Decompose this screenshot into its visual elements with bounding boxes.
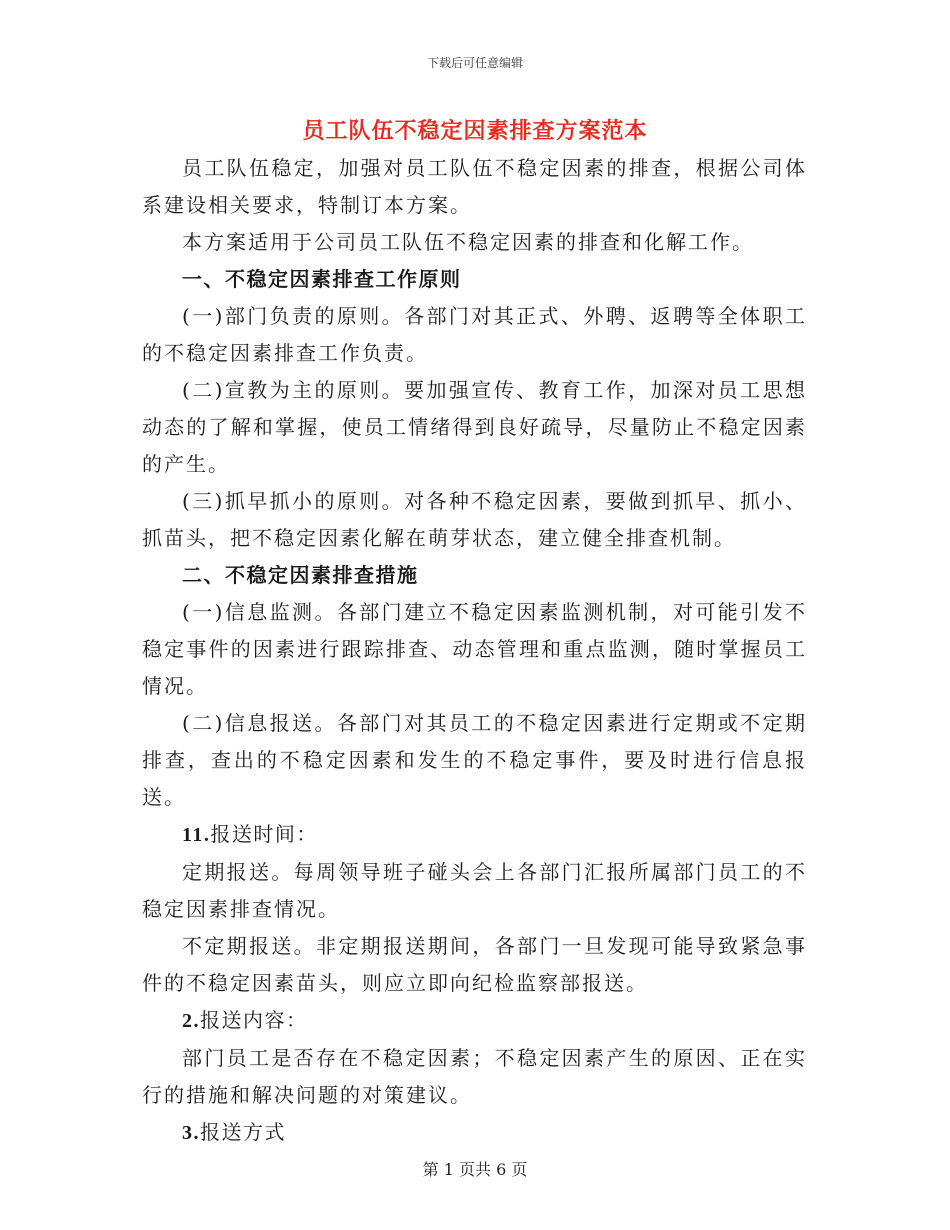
item-text: 报送内容： <box>200 1008 308 1032</box>
numbered-item-1 <box>142 816 807 854</box>
header-note: 下载后可任意编辑 <box>426 56 523 70</box>
irregular-report-paragraph: 不定期报送。非定期报送期间，各部门一旦发现可能导致紧急事件的不稳定因素苗头，则应立即向纪检监察部报送。 <box>142 934 807 995</box>
principle-paragraph-2: (二)宣教为主的原则。要加强宣传、教育工作，加深对员工思想动态的了解和掌握，使员工情绪得到良好疏导，尽量防止不稳定因素的产生。 <box>142 378 807 476</box>
document-title: 员工队伍不稳定因素排查方案范本 <box>302 119 648 144</box>
page-footer: 第 1 页共 6 页 <box>422 1160 528 1179</box>
report-content-paragraph: 部门员工是否存在不稳定因素；不稳定因素产生的原因、正在实行的措施和解决问题的对策建议。 <box>142 1046 807 1107</box>
document-body <box>142 150 807 1152</box>
section-heading-1: 一、不稳定因素排查工作原则 <box>182 267 462 291</box>
item-number: 11. <box>182 824 211 846</box>
principle-paragraph-1: (一)部门负责的原则。各部门对其正式、外聘、返聘等全体职工的不稳定因素排查工作负责。 <box>142 304 807 365</box>
numbered-item-2 <box>142 1002 807 1040</box>
section-heading-2: 二、不稳定因素排查措施 <box>182 563 419 587</box>
scope-paragraph: 本方案适用于公司员工队伍不稳定因素的排查和化解工作。 <box>182 230 754 254</box>
regular-report-paragraph: 定期报送。每周领导班子碰头会上各部门汇报所属部门员工的不稳定因素排查情况。 <box>142 860 807 921</box>
principle-paragraph-3: (三)抓早抓小的原则。对各种不稳定因素，要做到抓早、抓小、抓苗头，把不稳定因素化解在萌芽状态，建立健全排查机制。 <box>142 489 807 550</box>
numbered-item-3 <box>142 1114 807 1152</box>
measure-paragraph-1: (一)信息监测。各部门建立不稳定因素监测机制，对可能引发不稳定事件的因素进行跟踪排查、动态管理和重点监测，随时掌握员工情况。 <box>142 600 807 698</box>
item-number: 2. <box>182 1010 200 1032</box>
item-text: 报送方式 <box>200 1120 286 1144</box>
item-number: 3. <box>182 1122 200 1144</box>
item-text: 报送时间： <box>210 822 318 846</box>
intro-paragraph: 员工队伍稳定，加强对员工队伍不稳定因素的排查，根据公司体系建设相关要求，特制订本方案。 <box>142 156 807 217</box>
measure-paragraph-2: (二)信息报送。各部门对其员工的不稳定因素进行定期或不定期排查，查出的不稳定因素和发生的不稳定事件，要及时进行信息报送。 <box>142 711 807 809</box>
